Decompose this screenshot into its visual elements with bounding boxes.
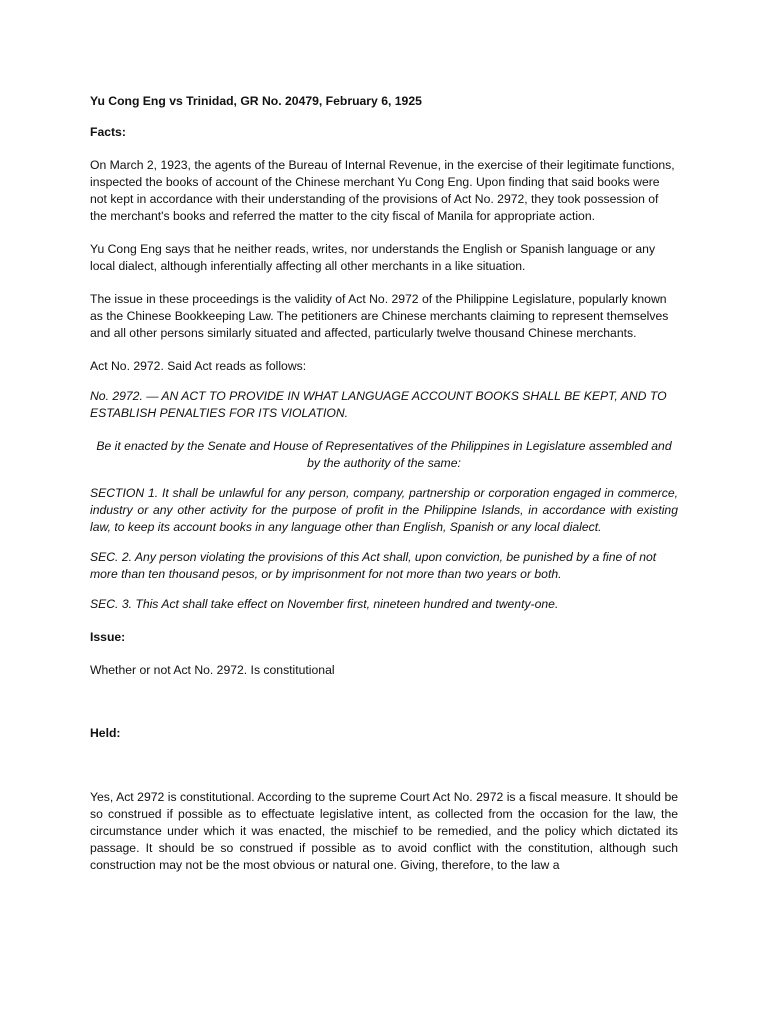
- facts-paragraph-1: On March 2, 1923, the agents of the Bureau of Internal Revenue, in the exercise of their legitimate functions, inspected the books of account of the Chinese merchant Yu Cong Eng. Upon finding that said books were not kept in accordance with their understanding of the provisions of Act No. 2972, they took possession of the merchant's books and referred the matter to the city fiscal of Manila for appropriate action.: [90, 158, 675, 223]
- act-intro: Act No. 2972. Said Act reads as follows:: [90, 359, 307, 373]
- facts-paragraph-3: The issue in these proceedings is the validity of Act No. 2972 of the Philippine Legislature, popularly known as the Chinese Bookkeeping Law. The petitioners are Chinese merchants claiming to represent themselves and all other persons similarly situated and affected, particularly twelve thousand Chinese merchants.: [90, 292, 669, 340]
- act-title: No. 2972. — AN ACT TO PROVIDE IN WHAT LANGUAGE ACCOUNT BOOKS SHALL BE KEPT, AND TO ESTABLISH PENALTIES FOR ITS VIOLATION.: [90, 389, 667, 420]
- held-heading: Held:: [90, 726, 121, 740]
- document-page: [90, 93, 678, 874]
- held-text: Yes, Act 2972 is constitutional. According to the supreme Court Act No. 2972 is a fiscal measure. It should be so construed if possible as to effectuate legislative intent, as collected from the occasion for the law, the circumstance under which it was enacted, the mischief to be remedied, and the policy which dictated its passage. It should be so construed if possible as to avoid conflict with the constitution, although such construction may not be the most obvious or natural one. Giving, therefore, to the law a: [90, 790, 678, 872]
- act-section-1: SECTION 1. It shall be unlawful for any person, company, partnership or corporation engaged in commerce, industry or any other activity for the purpose of profit in the Philippine Islands, in accordance with existing law, to keep its account books in any language other than English, Spanish or any local dialect.: [90, 486, 678, 534]
- issue-text: Whether or not Act No. 2972. Is constitutional: [90, 663, 335, 677]
- facts-heading: Facts:: [90, 125, 126, 139]
- document-title: Yu Cong Eng vs Trinidad, GR No. 20479, February 6, 1925: [90, 94, 422, 108]
- act-section-2: SEC. 2. Any person violating the provisions of this Act shall, upon conviction, be punished by a fine of not more than ten thousand pesos, or by imprisonment for not more than two years or both.: [90, 550, 657, 581]
- act-section-3: SEC. 3. This Act shall take effect on November first, nineteen hundred and twenty-one.: [90, 597, 559, 611]
- facts-paragraph-2: Yu Cong Eng says that he neither reads, writes, nor understands the English or Spanish language or any local dialect, although inferentially affecting all other merchants in a like situation.: [90, 242, 656, 273]
- act-enacting-clause: Be it enacted by the Senate and House of Representatives of the Philippines in Legislature assembled and by the authority of the same:: [96, 439, 672, 470]
- issue-heading: Issue:: [90, 630, 126, 644]
